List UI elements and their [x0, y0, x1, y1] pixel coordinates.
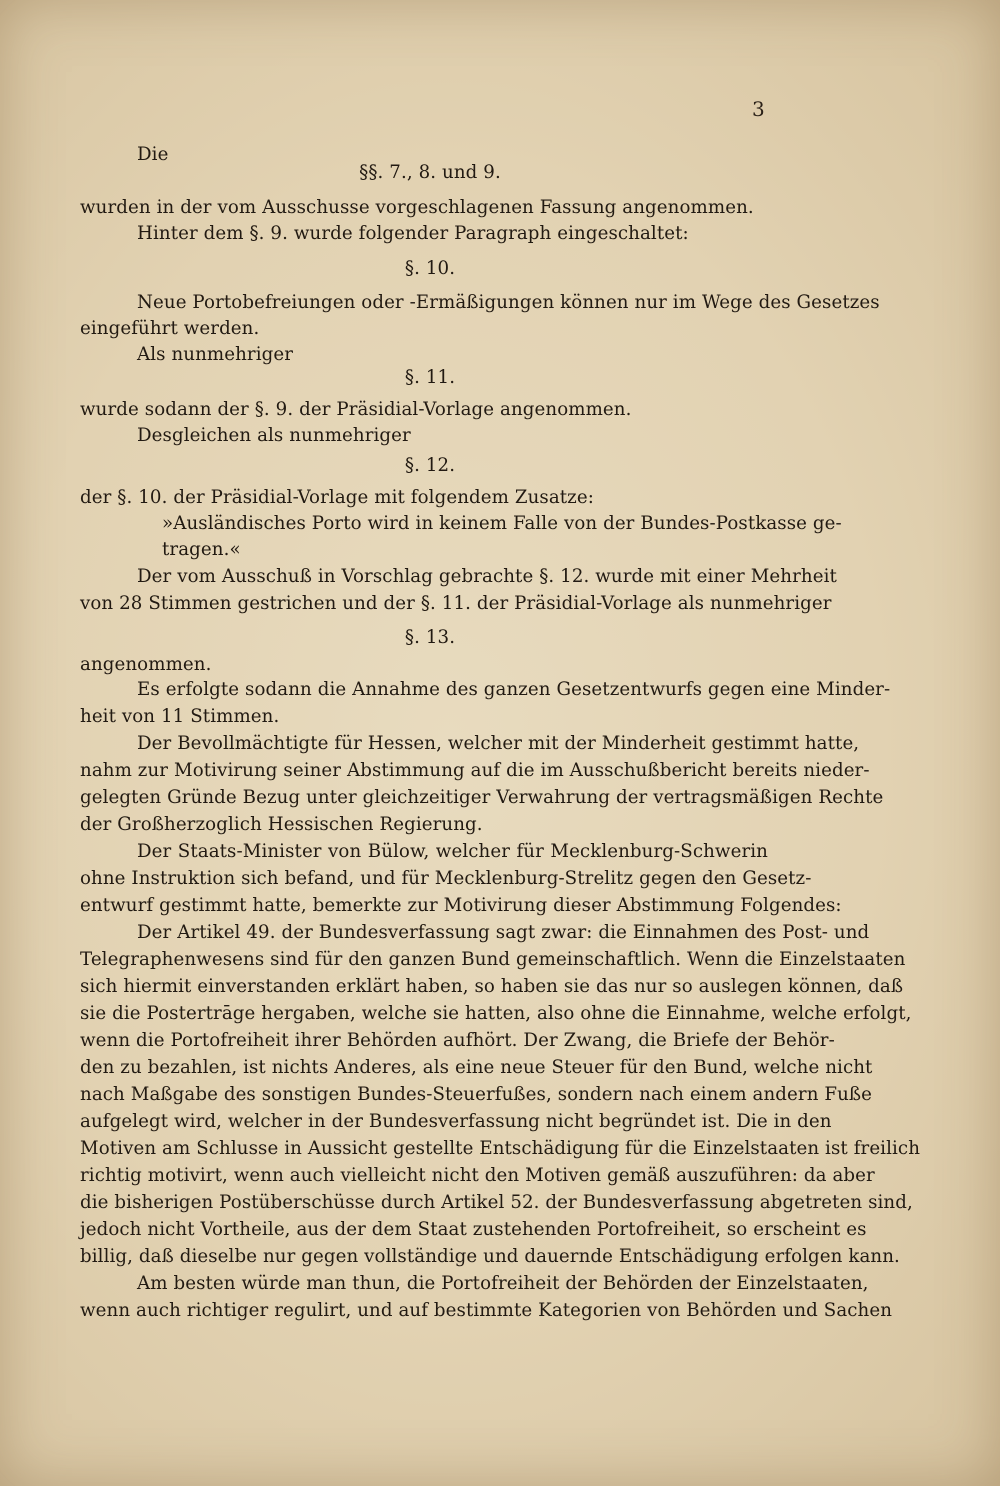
text-line: Hinter dem §. 9. wurde folgender Paragraph eingeschaltet:	[137, 223, 689, 244]
page-number: 3	[752, 97, 765, 121]
text-line: »Ausländisches Porto wird in keinem Falle von der Bundes-Postkasse ge-	[162, 513, 842, 534]
text-line: von 28 Stimmen gestrichen und der §. 11. der Präsidial-Vorlage als nunmehriger	[80, 593, 832, 614]
text-line: Der Staats-Minister von Bülow, welcher für Mecklenburg-Schwerin	[137, 841, 768, 862]
text-line: wurden in der vom Ausschusse vorgeschlagenen Fassung angenommen.	[80, 197, 754, 218]
text-line: Der Artikel 49. der Bundesverfassung sagt zwar: die Einnahmen des Post- und	[137, 922, 870, 943]
text-line: tragen.«	[162, 539, 241, 560]
section-heading: §. 11.	[404, 367, 456, 388]
text-line: entwurf gestimmt hatte, bemerkte zur Motivirung dieser Abstimmung Folgendes:	[80, 895, 842, 916]
text-line: gelegten Gründe Bezug unter gleichzeitiger Verwahrung der vertragsmäßigen Rechte	[80, 787, 884, 808]
text-line: der Großherzoglich Hessischen Regierung.	[80, 814, 483, 835]
text-line: Neue Portobefreiungen oder -Ermäßigungen können nur im Wege des Gesetzes	[137, 292, 880, 313]
text-line: aufgelegt wird, welcher in der Bundesverfassung nicht begründet ist. Die in den	[80, 1111, 832, 1132]
text-line: angenommen.	[80, 654, 212, 675]
text-line: Der Bevollmächtigte für Hessen, welcher mit der Minderheit gestimmt hatte,	[137, 733, 860, 754]
text-line: Es erfolgte sodann die Annahme des ganzen Gesetzentwurfs gegen eine Minder-	[137, 679, 891, 700]
text-line: heit von 11 Stimmen.	[80, 706, 280, 727]
text-line: die bisherigen Postüberschüsse durch Artikel 52. der Bundesverfassung abgetreten sind,	[80, 1192, 913, 1213]
text-line: sich hiermit einverstanden erklärt haben, so haben sie das nur so auslegen können, daß	[80, 976, 904, 997]
section-heading: §. 13.	[404, 627, 456, 648]
text-line: wenn auch richtiger regulirt, und auf bestimmte Kategorien von Behörden und Sachen	[80, 1300, 893, 1321]
text-line: jedoch nicht Vortheile, aus der dem Staat zustehenden Portofreiheit, so erscheint es	[80, 1219, 867, 1240]
section-heading: §§. 7., 8. und 9.	[359, 162, 501, 183]
section-heading: §. 10.	[404, 258, 456, 279]
text-line: wurde sodann der §. 9. der Präsidial-Vorlage angenommen.	[80, 399, 632, 420]
text-line: nahm zur Motivirung seiner Abstimmung auf die im Ausschußbericht bereits nieder-	[80, 760, 870, 781]
text-line: Desgleichen als nunmehriger	[137, 425, 411, 446]
text-line: der §. 10. der Präsidial-Vorlage mit folgendem Zusatze:	[80, 487, 594, 508]
text-line: den zu bezahlen, ist nichts Anderes, als eine neue Steuer für den Bund, welche nicht	[80, 1057, 873, 1078]
text-line: richtig motivirt, wenn auch vielleicht nicht den Motiven gemäß auszuführen: da aber	[80, 1165, 875, 1186]
text-line: eingeführt werden.	[80, 318, 260, 339]
text-line: sie die Postertrāge hergaben, welche sie hatten, also ohne die Einnahme, welche erfolgt,	[80, 1003, 912, 1024]
text-line: wenn die Portofreiheit ihrer Behörden aufhört. Der Zwang, die Briefe der Behör-	[80, 1030, 835, 1051]
text-line: Am besten würde man thun, die Portofreiheit der Behörden der Einzelstaaten,	[137, 1273, 869, 1294]
text-line: billig, daß dieselbe nur gegen vollständige und dauernde Entschädigung erfolgen kann.	[80, 1246, 900, 1267]
text-line: Motiven am Schlusse in Aussicht gestellte Entschädigung für die Einzelstaaten ist freilich	[80, 1138, 921, 1159]
text-line: nach Maßgabe des sonstigen Bundes-Steuerfußes, sondern nach einem andern Fuße	[80, 1084, 873, 1105]
text-line: ohne Instruktion sich befand, und für Mecklenburg-Strelitz gegen den Gesetz-	[80, 868, 812, 889]
text-line: Der vom Ausschuß in Vorschlag gebrachte §. 12. wurde mit einer Mehrheit	[137, 566, 837, 587]
text-line: Telegraphenwesens sind für den ganzen Bund gemeinschaftlich. Wenn die Einzelstaaten	[80, 949, 906, 970]
text-line: Die	[137, 144, 169, 165]
section-heading: §. 12.	[404, 455, 456, 476]
text-line: Als nunmehriger	[137, 344, 294, 365]
